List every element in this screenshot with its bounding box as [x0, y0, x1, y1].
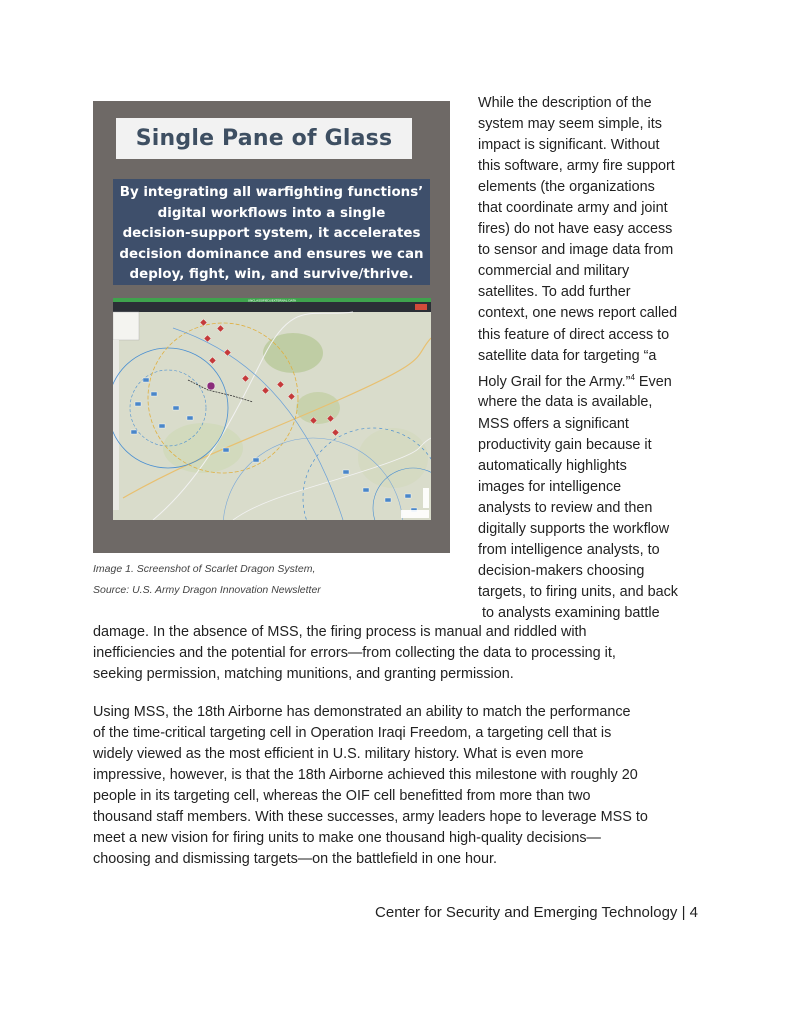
text-line: elements (the organizations [478, 179, 655, 196]
text-line: this feature of direct access to [478, 326, 670, 343]
quote-line: decision dominance and ensures we can [119, 246, 424, 262]
text-line: Using MSS, the 18th Airborne has demonstrated an ability to match the performance [93, 704, 631, 720]
text-line: from intelligence analysts, to [478, 541, 660, 558]
text-line: MSS offers a significant [478, 415, 629, 432]
figure-title: Single Pane of Glass [116, 118, 412, 159]
text-line: where the data is available, [478, 394, 653, 411]
quote-line: deploy, fight, win, and survive/thrive. [129, 267, 414, 282]
text-line: of the time-critical targeting cell in Operation Iraqi Freedom, a targeting cell that is [93, 725, 612, 741]
text-span: Holy Grail for the Army.” [478, 373, 631, 390]
text-line: inefficiencies and the potential for errors—from collecting the data to processing it, [93, 645, 616, 661]
text-line: decision-makers choosing [478, 562, 645, 579]
text-line: productivity gain because it [478, 436, 652, 453]
side-column-text [478, 93, 703, 624]
paragraph-1-tail [93, 622, 713, 685]
map-image [113, 298, 431, 520]
text-line: satellites. To add further [478, 284, 631, 301]
text-line: people in its targeting cell, whereas the OIF cell benefitted from more than two [93, 788, 591, 804]
text-line: fires) do not have easy access [478, 221, 673, 238]
text-line: thousand staff members. With these successes, army leaders hope to leverage MSS to [93, 809, 648, 825]
text-line: to analysts examining battle [478, 604, 660, 621]
figure-quote [113, 179, 430, 285]
map-screenshot [113, 298, 431, 520]
text-span: Even [634, 373, 672, 390]
footnote-ref[interactable]: 4 [630, 372, 635, 382]
text-line: impact is significant. Without [478, 137, 660, 154]
page-footer: Center for Security and Emerging Technology | 4 [375, 904, 698, 921]
text-line: images for intelligence [478, 478, 622, 495]
quote-line: digital workflows into a single [157, 205, 386, 221]
figure-caption-line1: Image 1. Screenshot of Scarlet Dragon System, [93, 563, 316, 575]
text-line: choosing and dismissing targets—on the battlefield in one hour. [93, 851, 497, 867]
quote-line: By integrating all warfighting functions’ [119, 185, 424, 200]
text-line: analysts to review and then [478, 499, 653, 516]
text-line: system may seem simple, its [478, 116, 662, 133]
text-line: to sensor and image data from [478, 242, 674, 259]
text-line: digitally supports the workflow [478, 520, 670, 537]
text-line: widely viewed as the most efficient in U.S. military history. What is even more [93, 746, 584, 762]
text-line: this software, army fire support [478, 158, 675, 175]
text-line: automatically highlights [478, 457, 627, 474]
figure-scarlet-dragon [93, 101, 450, 553]
text-line: While the description of the [478, 95, 652, 111]
map-banner: UNCLASSIFIED//EXTERNAL DATA [247, 298, 297, 303]
text-line: satellite data for targeting “a [478, 347, 657, 364]
quote-line: decision-support system, it accelerates [122, 226, 421, 241]
text-line: damage. In the absence of MSS, the firing process is manual and riddled with [93, 624, 587, 640]
text-line: meet a new vision for firing units to make one thousand high-quality decisions— [93, 830, 601, 846]
paragraph-2 [93, 702, 713, 870]
text-line: context, one news report called [478, 305, 678, 322]
text-line: seeking permission, matching munitions, and granting permission. [93, 666, 514, 682]
text-line: commercial and military [478, 263, 630, 280]
figure-caption-line2: Source: U.S. Army Dragon Innovation Newsletter [93, 584, 321, 596]
text-line: targets, to firing units, and back [478, 583, 678, 600]
text-line [478, 367, 703, 393]
text-line: impressive, however, is that the 18th Airborne achieved this milestone with roughly 20 [93, 767, 638, 783]
text-line: that coordinate army and joint [478, 200, 668, 217]
